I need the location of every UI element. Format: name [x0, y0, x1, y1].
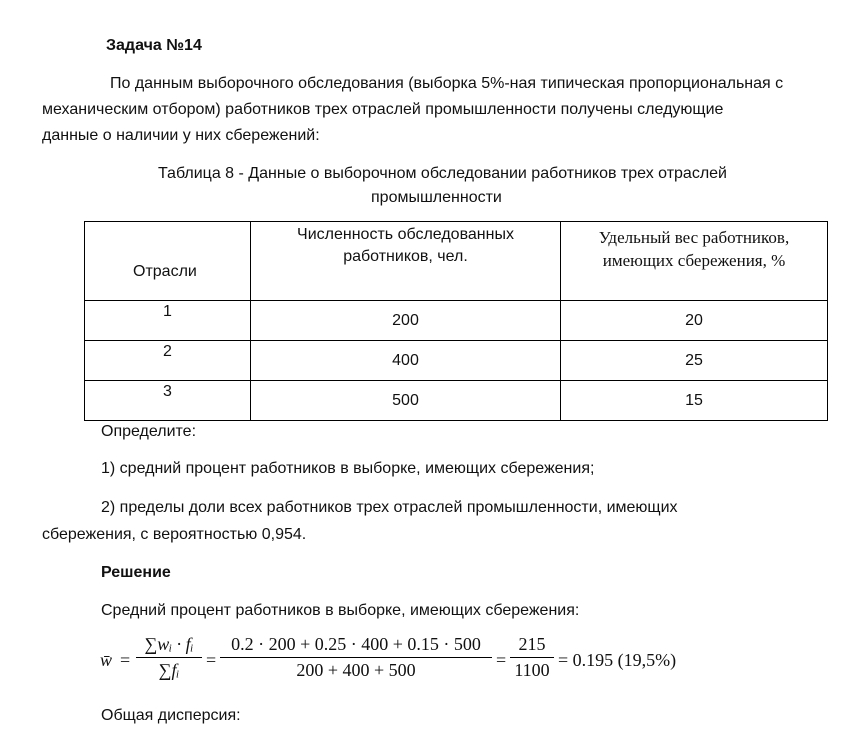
intro-line-1: По данным выборочного обследования (выборка 5%-ная типическая пропорциональная с	[110, 75, 784, 92]
table-row	[85, 341, 828, 381]
task-item-2-line-2: сбережения, с вероятностью 0,954.	[42, 526, 307, 543]
header-share-line-2: имеющих сбережения, %	[602, 251, 786, 270]
solution-heading: Решение	[101, 564, 171, 581]
frac1-numerator: ∑wᵢ · fᵢ	[144, 634, 194, 654]
frac1-denominator: ∑fᵢ	[136, 657, 202, 681]
formula-fraction-weighted	[136, 634, 202, 681]
cell-share: 15	[561, 381, 828, 421]
formula-eq-1: =	[120, 650, 131, 670]
task-item-1: 1) средний процент работников в выборке, имеющих сбережения;	[101, 460, 595, 477]
data-table	[84, 221, 828, 421]
table-header-row	[85, 222, 828, 301]
frac3-denominator: 1100	[510, 657, 554, 681]
cell-branch: 1	[85, 301, 251, 341]
table-caption-line-2: промышленности	[371, 189, 502, 206]
total-variance-label: Общая дисперсия:	[101, 707, 241, 724]
solution-intro: Средний процент работников в выборке, имеющих сбережения:	[101, 602, 580, 619]
cell-share: 25	[561, 341, 828, 381]
cell-branch: 2	[85, 341, 251, 381]
frac3-numerator: 215	[518, 634, 546, 654]
frac2-numerator: 0.2 · 200 + 0.25 · 400 + 0.15 · 500	[231, 634, 481, 654]
cell-count: 200	[251, 301, 561, 341]
formula-fraction-substituted	[220, 634, 492, 681]
task-item-2-line-1: 2) пределы доли всех работников трех отраслей промышленности, имеющих	[101, 499, 678, 516]
header-count	[251, 222, 561, 301]
cell-share: 20	[561, 301, 828, 341]
formula-fraction-result	[510, 634, 554, 681]
header-share-line-1: Удельный вес работников,	[598, 228, 790, 247]
cell-count: 400	[251, 341, 561, 381]
header-branch-label: Отрасли	[133, 263, 197, 280]
task-heading: Задача №14	[106, 37, 202, 54]
formula-result: = 0.195 (19,5%)	[558, 650, 677, 670]
table-row	[85, 301, 828, 341]
intro-line-2: механическим отбором) работников трех отраслей промышленности получены следующие	[42, 101, 724, 118]
header-count-line-1: Численность обследованных	[297, 226, 514, 243]
formula-eq-3: =	[496, 650, 507, 670]
formula-eq-2: =	[206, 650, 217, 670]
determine-label: Определите:	[101, 423, 197, 440]
intro-line-3: данные о наличии у них сбережений:	[42, 127, 320, 144]
formula-lhs: w̄	[100, 650, 113, 670]
frac2-denominator: 200 + 400 + 500	[220, 657, 492, 681]
table-row	[85, 381, 828, 421]
header-share	[561, 222, 828, 301]
header-branch	[85, 222, 251, 301]
cell-branch: 3	[85, 381, 251, 421]
header-count-line-2: работников, чел.	[343, 248, 468, 265]
table-caption-line-1: Таблица 8 - Данные о выборочном обследовании работников трех отраслей	[158, 165, 727, 182]
cell-count: 500	[251, 381, 561, 421]
